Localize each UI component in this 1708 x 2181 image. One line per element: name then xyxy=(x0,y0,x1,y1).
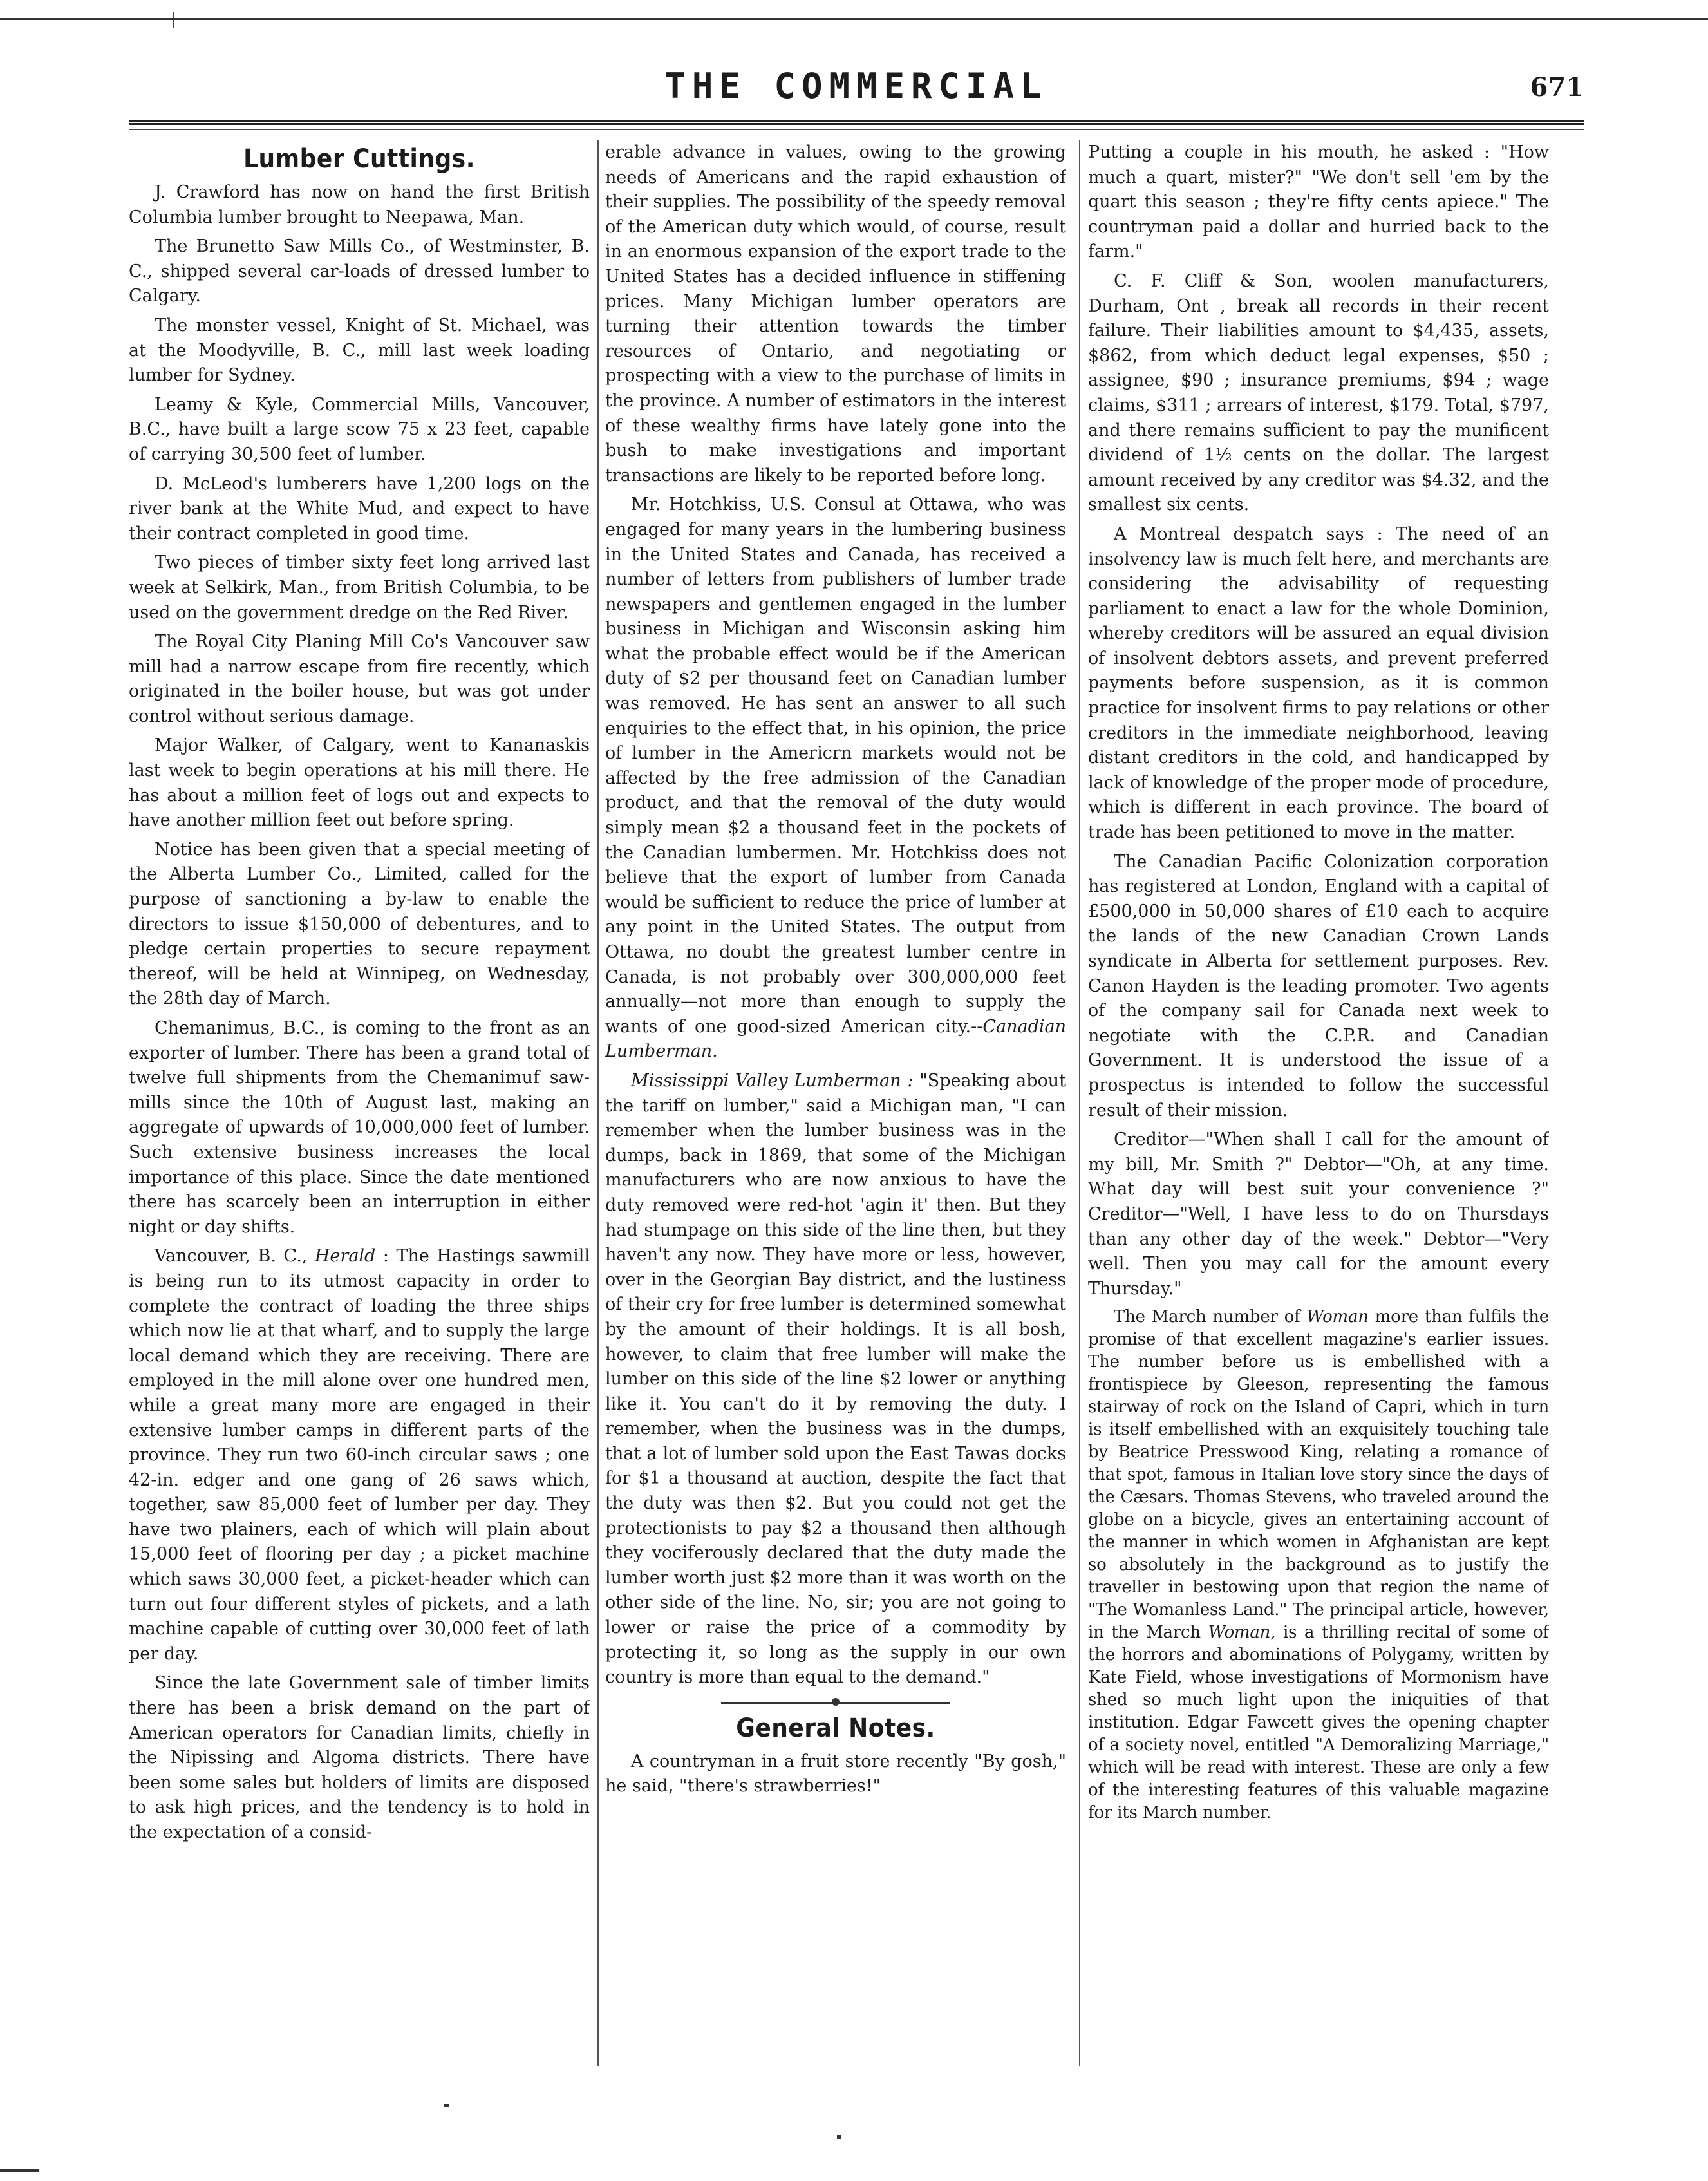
column-1 xyxy=(129,140,590,2079)
news-paragraph: Notice has been given that a special meeting of the Alberta Lumber Co., Limited, called for the purpose of sanctioning a by-law to enable the directors to issue $150,000 of debentures, and to pledge certain properties to secure repayment thereof, will be held at Winnipeg, on Wednesday, the 28th day of March. xyxy=(129,839,590,1009)
news-paragraph: J. Crawford has now on hand the first British Columbia lumber brought to Neepawa, Man. xyxy=(129,182,590,227)
print-speck xyxy=(444,2104,449,2107)
news-paragraph: Leamy & Kyle, Commercial Mills, Vancouver, B.C., have built a large scow 75 x 23 feet, capable of carrying 30,500 feet of lumber. xyxy=(129,394,590,464)
news-paragraph-continued: Putting a couple in his mouth, he asked : "How much a quart, mister?" "We don't sell 'em by the quart this season ; they're fifty cents apiece." The countryman paid a dollar and hurried back to the farm." xyxy=(1088,142,1549,262)
section-heading-lumber-cuttings: Lumber Cuttings. xyxy=(243,144,475,174)
paragraph-body: more than fulfils the promise of that excellent magazine's earlier issues. The number before us is embellished with a frontispiece by Gleeson, representing the famous stairway of rock on the Island of Capri, which in turn is itself embellished with an exquisitely touching tale by Beatrice Presswood King, relating a romance of that spot, famous in Italian love story since the days of the Cæsars. Thomas Stevens, who traveled around the globe on a bicycle, gives an entertaining account of the manner in which women in Afghanistan are kept so absolutely in the background as to justify the traveller in bestowing upon that region the name of "The Womanless Land." The principal article, however, in the March xyxy=(1088,1307,1549,1643)
column-divider xyxy=(597,140,599,2066)
news-paragraph-hotchkiss xyxy=(605,493,1066,1064)
newspaper-title: THE COMMERCIAL xyxy=(664,66,1048,106)
magazine-name: Woman xyxy=(1306,1307,1369,1327)
news-paragraph: The Royal City Planing Mill Co's Vancouver saw mill had a narrow escape from fire recently, which originated in the boiler house, but was got under control without serious damage. xyxy=(129,632,590,726)
section-divider xyxy=(605,1695,1066,1710)
news-paragraph-woman-magazine xyxy=(1088,1306,1549,1824)
news-paragraph: Major Walker, of Calgary, went to Kananaskis last week to begin operations at his mill there. He has about a million feet of logs out and expects to have another million feet out before spring. xyxy=(129,735,590,831)
news-paragraph: Chemanimus, B.C., is coming to the front as an exporter of lumber. There has been a grand total of twelve full shipments from the Chemanimuf saw-mills since the 10th of August last, making an aggregate of upwards of 10,000,000 feet of lumber. Such extensive business increases the local importance of this place. Since the date mentioned there has scarcely been an interruption in either night or day shifts. xyxy=(129,1018,590,1237)
paragraph-body: is a thrilling recital of some of the horrors and abominations of Polygamy, written by Kate Field, whose investigations of Mormonism have shed so much light upon the iniquities of that institution. Edgar Fawcett gives the opening chapter of a society novel, entitled "A Demoralizing Marriage," which will be read with interest. These are only a few of the interesting features of this valuable magazine for its March number. xyxy=(1088,1623,1549,1823)
print-mark xyxy=(173,12,174,28)
section-heading-general-notes: General Notes. xyxy=(736,1713,935,1743)
print-speck xyxy=(837,2135,841,2139)
news-paragraph: C. F. Cliff & Son, woolen manufacturers, Durham, Ont , break all records in their recent failure. Their liabilities amount to $4,435, assets, $862, from which deduct legal expenses, $50 ; assignee, $90 ; insurance premiums, $94 ; wage claims, $311 ; arrears of interest, $179. Total, $797, and there remains sufficient to pay the munificent dividend of 1½ cents on the dollar. The largest amount received by any creditor was $4.32, and the smallest six cents. xyxy=(1088,270,1549,515)
column-divider xyxy=(1079,140,1080,2066)
header-double-rule xyxy=(129,120,1584,125)
source-name: Herald xyxy=(314,1246,376,1267)
news-paragraph: The Canadian Pacific Colonization corporation has registered at London, England with a capital of £500,000 in 50,000 shares of £10 each to acquire the lands of the new Canadian Crown Lands syndicate in Alberta for settlement purposes. Rev. Canon Hayden is the leading promoter. Two agents of the company sail for Canada next week to negotiate with the C.P.R. and Canadian Government. It is understood the issue of a prospectus is intended to follow the successful result of their mission. xyxy=(1088,851,1549,1120)
source-name: Mississippi Valley Lumberman : xyxy=(631,1070,914,1091)
magazine-name: Woman, xyxy=(1208,1623,1276,1643)
news-paragraph: Since the late Government sale of timber limits there has been a brisk demand on the part of American operators for Canadian limits, chiefly in the Nipissing and Algoma districts. There have been some sales but holders of limits are disposed to ask high prices, and the tendency is to hold in the expectation of a consid- xyxy=(129,1673,590,1842)
news-paragraph-continued: erable advance in values, owing to the growing needs of Americans and the rapid exhaustion of their supplies. The possibility of the speedy removal of the American duty which would, of course, result in an enormous expansion of the export trade to the United States has a decided influence in stiffening prices. Many Michigan lumber operators are turning their attention towards the timber resources of Ontario, and negotiating or prospecting with a view to the purchase of limits in the province. A number of estimators in the interest of these wealthy firms have lately gone into the bush to make investigations and important transactions are likely to be reported before long. xyxy=(605,142,1066,486)
news-paragraph: Two pieces of timber sixty feet long arrived last week at Selkirk, Man., from British Columbia, to be used on the government dredge on the Red River. xyxy=(129,552,590,623)
masthead xyxy=(129,63,1584,115)
source-prefix: Vancouver, B. C., xyxy=(155,1246,308,1267)
news-paragraph: D. McLeod's lumberers have 1,200 logs on the river bank at the White Mud, and expect to have their contract completed in good time. xyxy=(129,473,590,543)
news-paragraph-herald xyxy=(129,1244,590,1666)
top-edge-rule xyxy=(0,18,1708,20)
column-3 xyxy=(1088,140,1549,2079)
paragraph-body: Mr. Hotchkiss, U.S. Consul at Ottawa, who was engaged for many years in the lumbering business in the United States and Canada, has received a number of letters from publishers of lumber trade newspapers and gentlemen engaged in the lumber business in Michigan and Wisconsin asking him what the probable effect would be if the American duty of $2 per thousand feet on Canadian lumber was removed. He has sent an answer to all such enquiries to the effect that, in his opinion, the price of lumber in the Americrn markets would not be affected by the free admission of the Canadian product, and that the removal of the duty would simply mean $2 a thousand feet in the pockets of the Canadian lumbermen. Mr. Hotchkiss does not believe that the export of lumber from Canada would be sufficient to reduce the price of lumber at any point in the United States. The output from Ottawa, no doubt the greatest lumber centre in Canada, is not probably over 300,000,000 feet annually—not more than enough to supply the wants of one good-sized American city.-- xyxy=(605,495,1066,1037)
news-paragraph: A Montreal despatch says : The need of an insolvency law is much felt here, and merchants are considering the advisability of requesting parliament to enact a law for the whole Dominion, whereby creditors will be assured an equal division of insolvent debtors assets, and prevent preferred payments before suspension, as it is common practice for insolvent firms to pay relations or other creditors in the immediate neighborhood, leaving distant creditors in the cold, and handicapped by lack of knowledge of the proper mode of procedure, which is different in each province. The board of trade has been petitioned to move in the matter. xyxy=(1088,524,1549,843)
paragraph-body: : The Hastings sawmill is being run to its utmost capacity in order to complete the contract of loading the three ships which now lie at that wharf, and to supply the large local demand which they are receiving. There are employed in the mill alone over one hundred men, while a great many more are engaged in their extensive lumber camps in different parts of the province. They run two 60-inch circular saws ; one 42-in. edger and one gang of 26 saws which, together, saw 85,000 feet of lumber per day. They have two plainers, each of which will plain about 15,000 feet of flooring per day ; a picket machine which saws 30,000 feet, a picket-header which can turn out four different styles of pickets, and a lath machine capable of cutting over 30,000 feet of lath per day. xyxy=(129,1246,590,1664)
news-paragraph: A countryman in a fruit store recently "By gosh," he said, "there's strawberries!" xyxy=(605,1751,1066,1797)
news-paragraph: The Brunetto Saw Mills Co., of Westminster, B. C., shipped several car-loads of dressed lumber to Calgary. xyxy=(129,236,590,307)
column-2 xyxy=(605,140,1066,2079)
header-thin-rule xyxy=(129,129,1584,130)
paragraph-body: The March number of xyxy=(1114,1307,1300,1327)
source-name: Canadian Lumberman. xyxy=(605,1016,1066,1062)
paragraph-body: "Speaking about the tariff on lumber," said a Michigan man, "I can remember when the lumber business was in the dumps, back in 1869, that some of the Michigan manufacturers who are now anxious to have the duty removed were red-hot 'agin it' then. But they had stumpage on this side of the line then, but they haven't any now. They have more or less, however, over in the Georgian Bay district, and the lustiness of their cry for free lumber is determined somewhat by the amount of their holdings. It is all bosh, however, to claim that free lumber will make the lumber on this side of the line $2 lower or anything like it. You can't do it by removing the duty. I remember, when the business was in the dumps, that a lot of lumber sold upon the East Tawas docks for $1 a thousand at auction, despite the fact that the duty was then $2. But you could not get the protectionists to pay $2 a thousand then although they vociferously declared that the duty made the lumber worth just $2 more than it was worth on the other side of the line. No, sir; you are not going to lower or raise the price of a commodity by protecting it, so long as the supply in our own country is more than equal to the demand." xyxy=(605,1070,1066,1688)
news-paragraph: The monster vessel, Knight of St. Michael, was at the Moodyville, B. C., mill last week loading lumber for Sydney. xyxy=(129,315,590,386)
news-paragraph-mississippi xyxy=(605,1069,1066,1690)
page-number: 671 xyxy=(1530,72,1584,102)
news-paragraph: Creditor—"When shall I call for the amount of my bill, Mr. Smith ?" Debtor—"Oh, at any time. What day will best suit your convenience ?" Creditor—"Well, I have less to do on Thursdays than any other day of the week." Debtor—"Very well. Then you may call for the amount every Thursday." xyxy=(1088,1129,1549,1299)
print-speck xyxy=(0,2169,39,2172)
